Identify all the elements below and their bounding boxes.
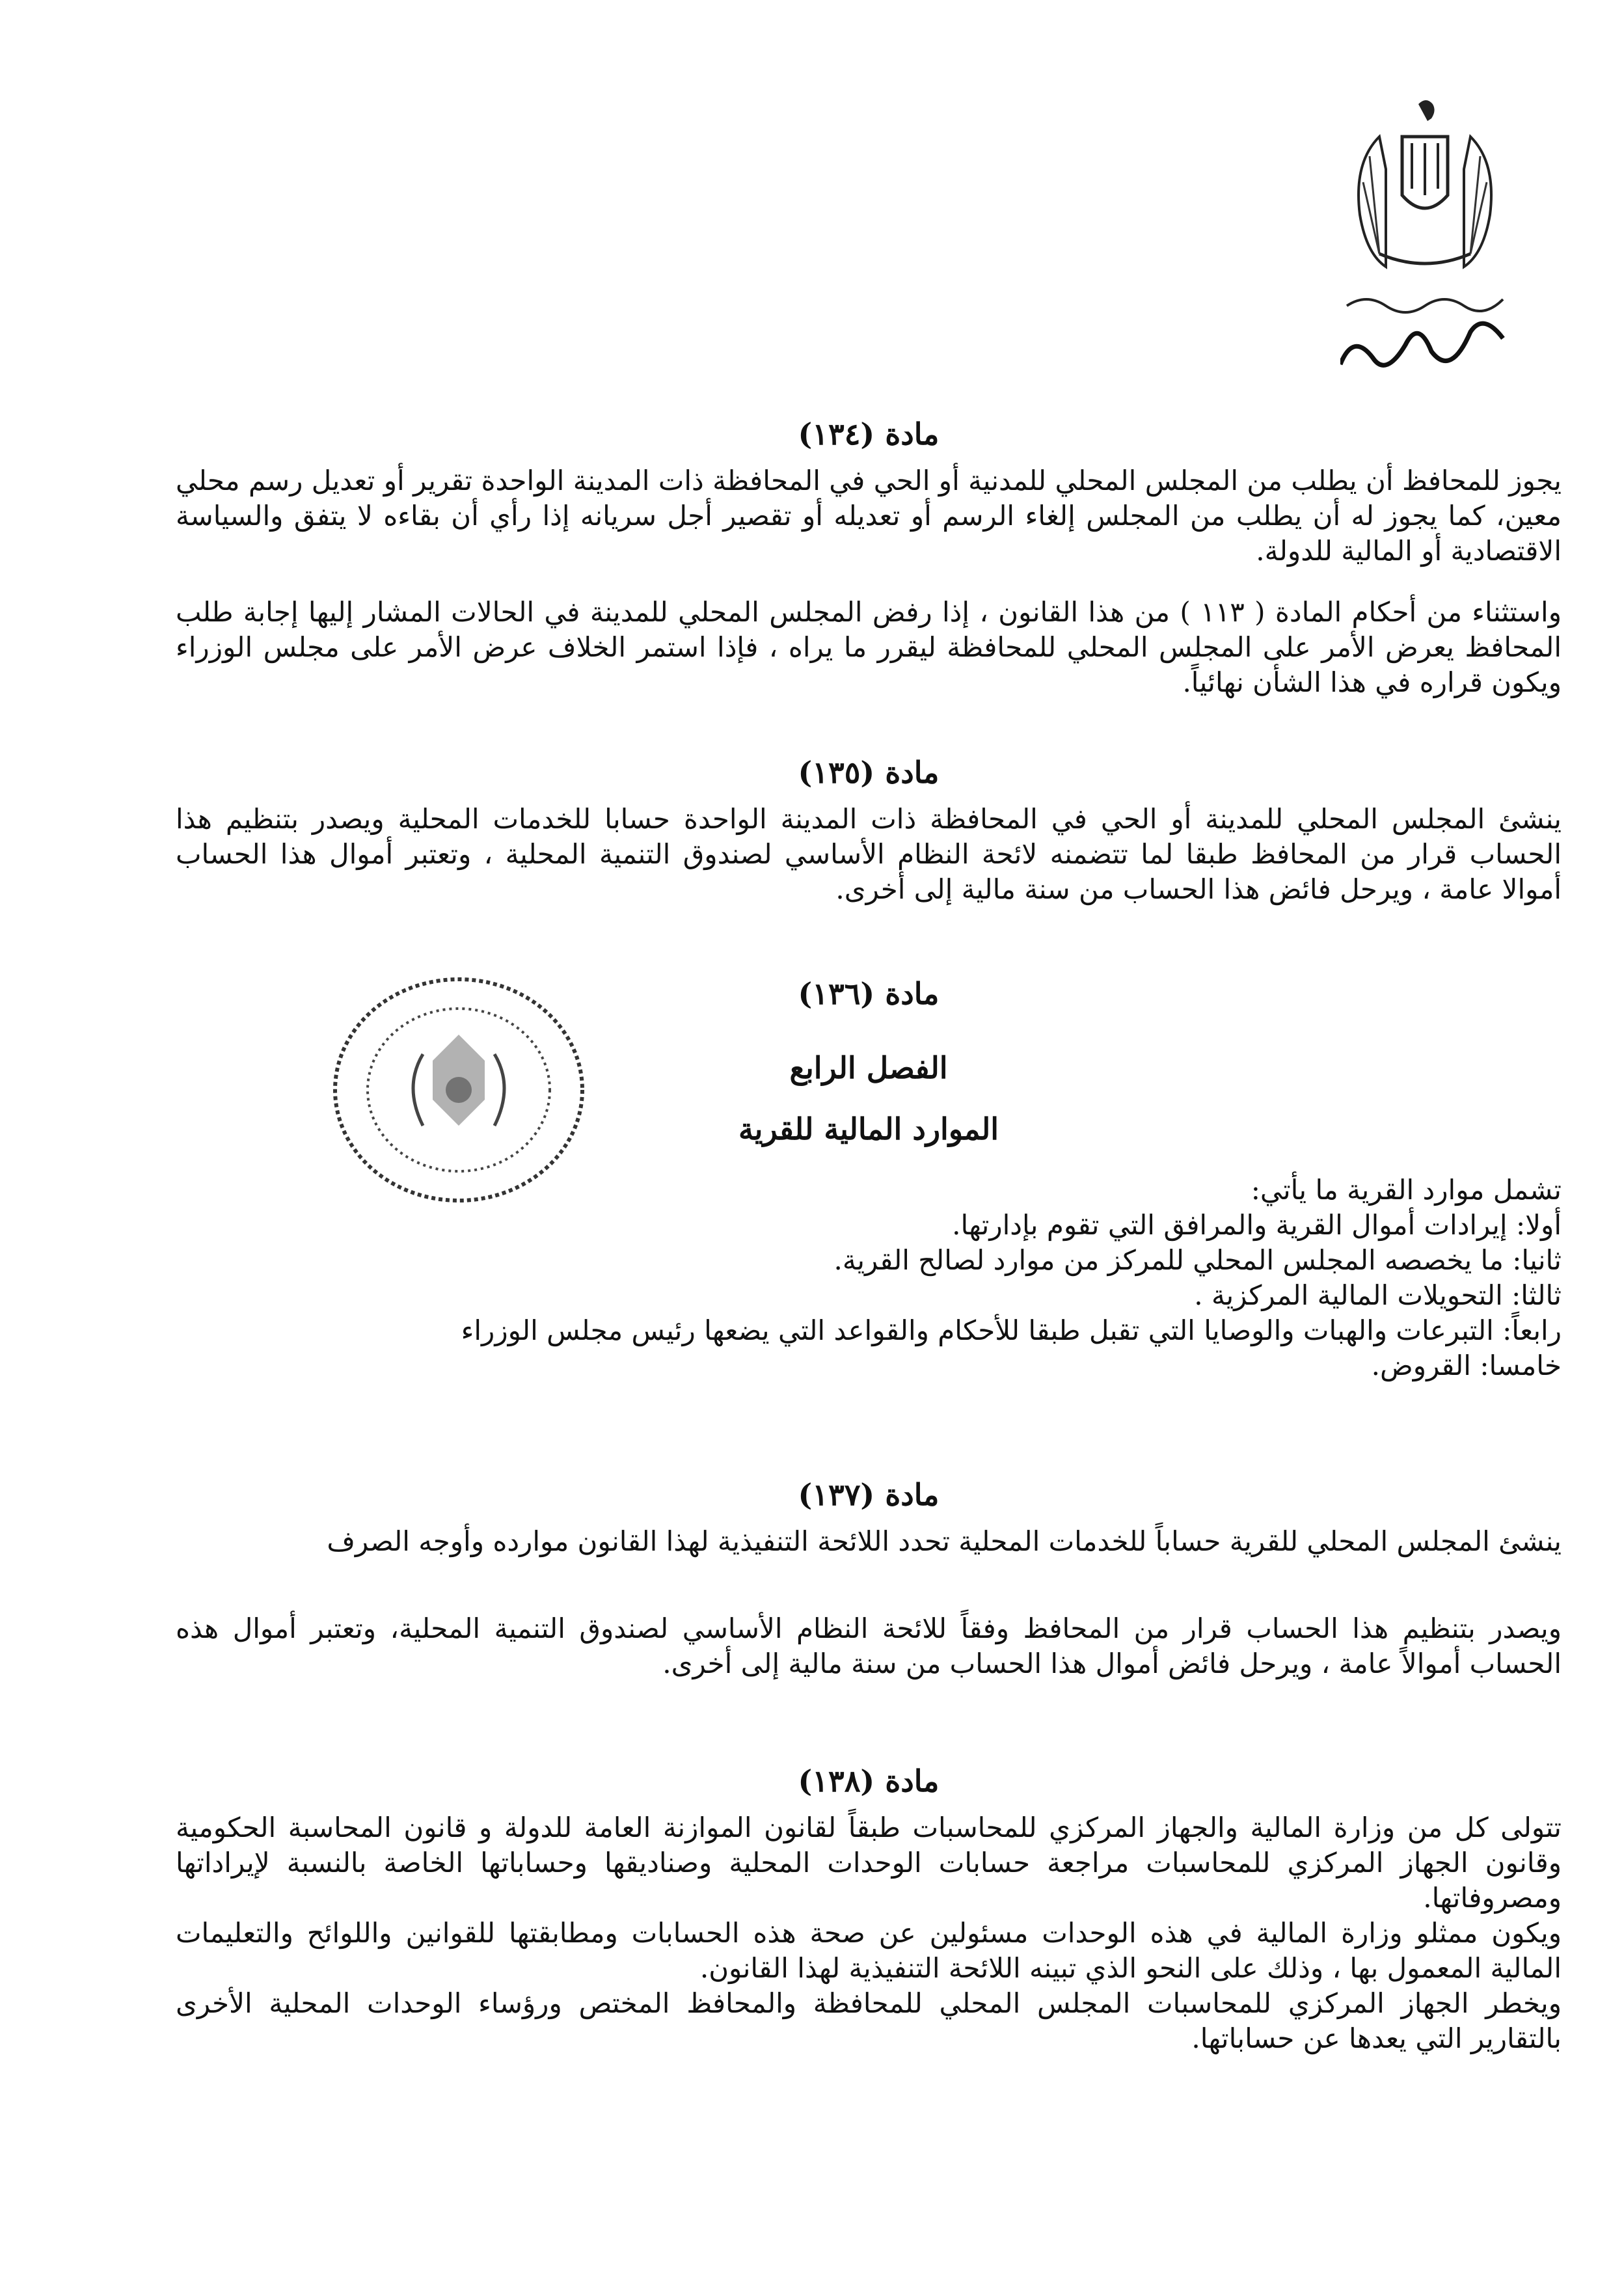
- header-text: [1327, 286, 1522, 287]
- article-137-para-2: ويصدر بتنظيم هذا الحساب قرار من المحافظ وفقاً للائحة النظام الأساسي لصندوق التنمية المحلية، وتعتبر أموال هذه الحساب أموالاً عامة ، ويرحل فائض أموال هذا الحساب من سنة مالية إلى أخرى.: [176, 1612, 1562, 1679]
- article-138-heading: مادة (١٣٨): [798, 1763, 940, 1799]
- article-137-heading: مادة (١٣٧): [798, 1477, 940, 1512]
- office-name: [1327, 286, 1385, 287]
- eagle-emblem-icon: [1340, 91, 1509, 403]
- list-item: ثانيا: ما يخصصه المجلس المحلي للمركز من موارد لصالح القرية.: [833, 1244, 1562, 1276]
- chapter-heading: الفصل الرابع: [789, 1050, 948, 1085]
- article-137: [176, 1477, 1562, 1707]
- article-138-para-2: ويكون ممثلو وزارة المالية في هذه الوحدات مسئولين عن صحة هذه الحسابات ومطابقتها للقوانين واللوائح والتعليمات المالية المعمول بها ، وذلك على النحو الذي تبينه اللائحة التنفيذية لهذا القانون.: [176, 1917, 1562, 1984]
- resources-intro: تشمل موارد القرية ما يأتي:: [1251, 1174, 1562, 1206]
- article-138-para-1: تتولى كل من وزارة المالية والجهاز المركزي للمحاسبات طبقاً لقانون الموازنة العامة للدولة و قانون المحاسبة الحكومية وقانون الجهاز المركزي للمحاسبات مراجعة حسابات الوحدات المحلية وصناديقها وحساباتها الخاصة بالنسبة لإيراداتها ومصروفاتها.: [176, 1812, 1562, 1914]
- article-138: [176, 1763, 1562, 2056]
- article-136-heading: مادة (١٣٦): [798, 976, 940, 1011]
- article-137-para-1: ينشئ المجلس المحلي للقرية حساباً للخدمات المحلية تحدد اللائحة التنفيذية لهذا القانون موارده وأوجه الصرف: [327, 1525, 1562, 1557]
- resources-list: [176, 1173, 1562, 1383]
- article-135-para-1: ينشئ المجلس المحلي للمدينة أو الحي في المحافظة ذات المدينة الواحدة حسابا للخدمات المحلية ويصدر بتنظيم هذا الحساب قرار من المحافظ طبقا لما تتضمنه لائحة النظام الأساسي لصندوق التنمية المحلية ، وتعتبر أموال هذا الحساب أموالا عامة ، ويرحل فائض هذا الحساب من سنة مالية إلى أخرى.: [176, 803, 1562, 905]
- article-134-para-2: واستثناء من أحكام المادة ( ١١٣ ) من هذا القانون ، إذا رفض المجلس المحلي للمدينة في الحالات المشار إليها إجابة طلب المحافظ يعرض الأمر على المجلس المحلي للمحافظة ليقرر ما يراه ، فإذا استمر الخلاف عرض الأمر على مجلس الوزراء ويكون قراره في هذا الشأن نهائياً.: [176, 596, 1562, 698]
- republic-name: [1388, 286, 1480, 287]
- chapter-title: الموارد المالية للقرية: [738, 1111, 999, 1147]
- article-135: [176, 755, 1562, 933]
- list-item: خامسا: القروض.: [1371, 1350, 1562, 1381]
- article-136: [176, 976, 1562, 1383]
- list-item: أولا: إيرادات أموال القرية والمرافق التي تقوم بإدارتها.: [952, 1209, 1562, 1241]
- article-134: [176, 416, 1562, 726]
- article-135-heading: مادة (١٣٥): [798, 755, 940, 790]
- list-item: رابعاً: التبرعات والهبات والوصايا التي تقبل طبقا للأحكام والقواعد التي يضعها رئيس مجلس الوزراء: [461, 1314, 1562, 1346]
- article-134-heading: مادة (١٣٤): [798, 416, 940, 452]
- article-138-para-3: ويخطر الجهاز المركزي للمحاسبات المجلس المحلي للمحافظة والمحافظ المختص ورؤساء الوحدات المحلية الأخرى بالتقارير التي يعدها عن حساباتها.: [176, 1987, 1562, 2054]
- article-134-para-1: يجوز للمحافظ أن يطلب من المجلس المحلي للمدنية أو الحي في المحافظة ذات المدينة الواحدة تقرير أو تعديل رسم محلي معين، كما يجوز له أن يطلب من المجلس إلغاء الرسم أو تعديله أو تقصير أجل سريانه إذا رأي أن بقاءه لا يتفق والسياسة الاقتصادية أو المالية للدولة.: [176, 465, 1562, 567]
- list-item: ثالثا: التحويلات المالية المركزية .: [1194, 1279, 1562, 1311]
